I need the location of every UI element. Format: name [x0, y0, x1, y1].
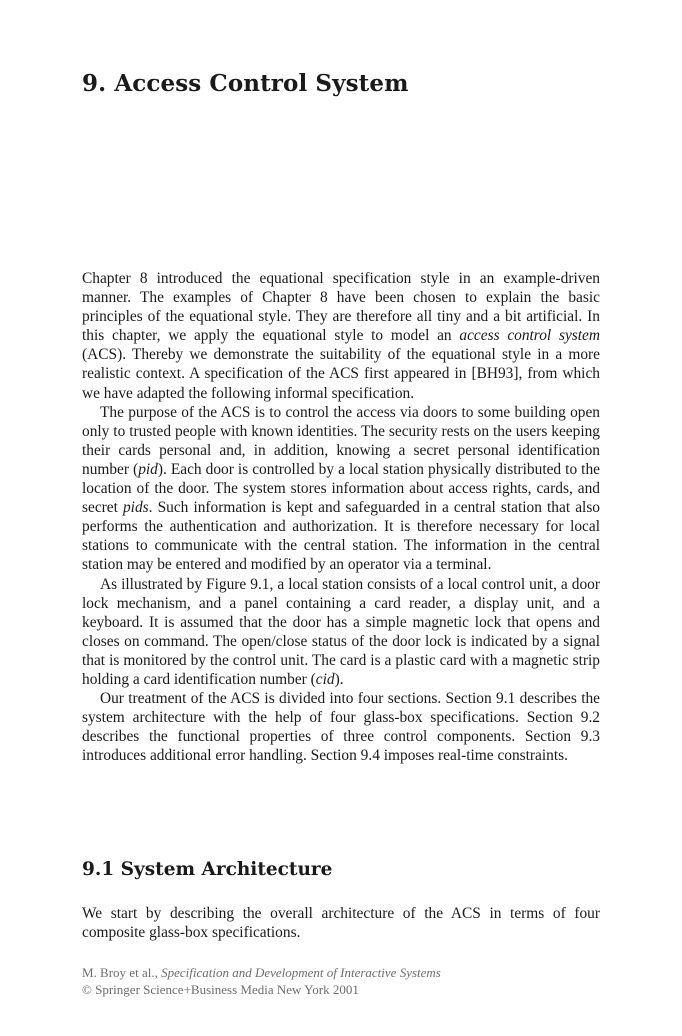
footer-authors: M. Broy et al.,: [82, 965, 162, 980]
paragraph-treatment-outline: [82, 689, 600, 765]
paragraph-section-intro: We start by describing the overall architecture of the ACS in terms of four composite glass-box specifications.: [82, 905, 600, 942]
paragraph-overview: [82, 269, 600, 403]
section-body: [82, 904, 600, 942]
page-footer: [82, 964, 441, 998]
text-run: Chapter 8 introduced the equational specification style in an example-driven manner. The examples of Chapter 8 have been chosen to explain the basic principles of the equational style. They are therefore all tiny and a bit artificial. In this chapter, we apply the equational style to model an: [82, 270, 600, 345]
text-run: ). Each door is controlled by a local station physically distributed to the location of the door. The system stores information about access rights, cards, and secret: [82, 460, 600, 517]
text-run: As illustrated by Figure 9.1, a local station consists of a local control unit, a door lock mechanism, and a panel containing a card reader, a display unit, and a keyboard. It is assumed that the door has a simple magnetic lock that opens and closes on command. The open/close status of the door lock is indicated by a signal that is monitored by the control unit. The card is a plastic card with a magnetic strip holding a card identification number (: [82, 575, 600, 688]
copyright-line: © Springer Science+Business Media New York 2001: [82, 982, 359, 997]
text-run: (ACS). Thereby we demonstrate the suitability of the equational style in a more realistic context. A specification of the ACS first appeared in [BH93], from which we have adapted the following informal specification.: [82, 346, 600, 402]
text-run: The purpose of the ACS is to control the access via doors to some building open only to trusted people with known identities. The security rests on the users keeping their cards personal and, in addition, knowing a secret personal identification number (: [82, 403, 600, 478]
text-run: . Such information is kept and safeguarded in a central station that also performs the authentication and authorization. It is therefore necessary for local stations to communicate with the central station. The information in the central station may be entered and modified by an operator via a terminal.: [82, 499, 600, 574]
footer-book-title: Specification and Development of Interactive Systems: [161, 965, 441, 980]
text-run: Our treatment of the ACS is divided into four sections. Section 9.1 describes the system architecture with the help of four glass-box specifications. Section 9.2 describes the functional properties of three control components. Section 9.3 introduces additional error handling. Section 9.4 imposes real-time constraints.: [82, 690, 600, 765]
paragraph-purpose: [82, 403, 600, 575]
chapter-introduction: [82, 269, 600, 765]
section-title: 9.1 System Architecture: [82, 859, 333, 880]
italic-term: cid: [315, 670, 335, 688]
paragraph-local-station: [82, 575, 600, 690]
text-run: ).: [334, 670, 344, 688]
chapter-title: 9. Access Control System: [82, 70, 409, 97]
italic-term: access control system: [459, 327, 600, 345]
citation-line: [82, 964, 441, 981]
italic-term: pids: [122, 499, 149, 517]
italic-term: pid: [138, 460, 158, 478]
